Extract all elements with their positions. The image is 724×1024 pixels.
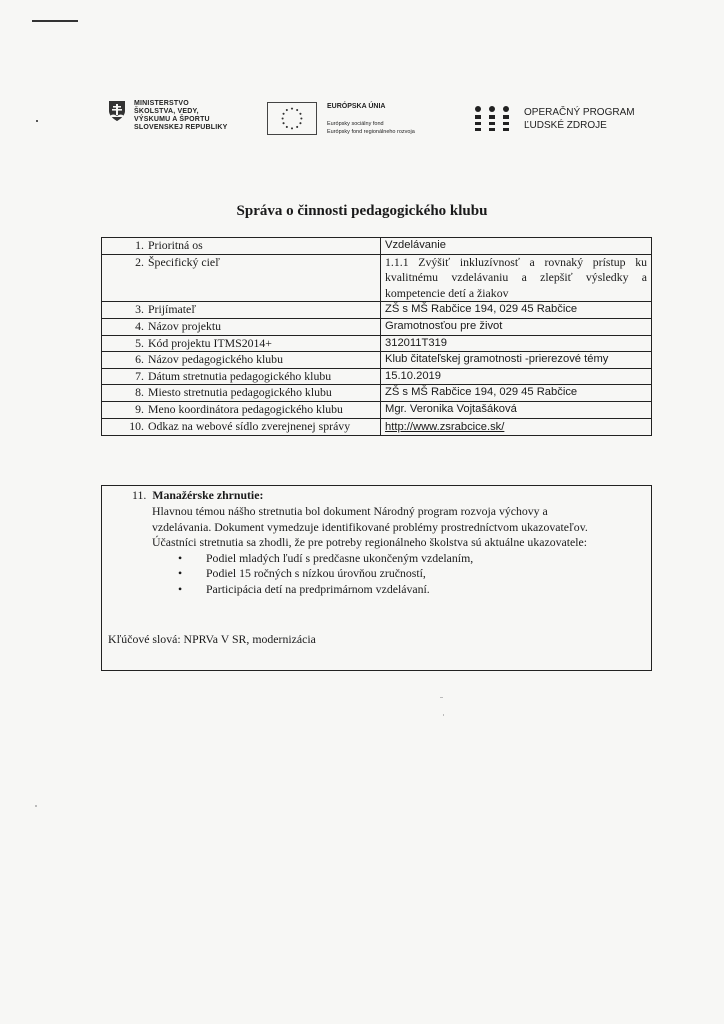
summary-intro: Hlavnou témou nášho stretnutia bol dokument Národný program rozvoja výchovy a vzdelávania. Dokument vymedzuje identifikované problémy prostredníctvom ukazovateľov. Účastníci stretnutia sa zhodli, že pre potreby regionálneho školstva sú aktuálne ukazovatele:: [152, 504, 588, 549]
row-label: Názov projektu: [148, 318, 222, 333]
table-row: [102, 385, 652, 402]
scan-mark: [32, 20, 78, 22]
row-label: Prijímateľ: [148, 302, 197, 317]
table-row: [102, 368, 652, 385]
row-value: Mgr. Veronika Vojtašáková: [381, 401, 652, 418]
row-label: Dátum stretnutia pedagogického klubu: [148, 368, 332, 383]
table-row: [102, 302, 652, 319]
row-label: Kód projektu ITMS2014+: [148, 335, 272, 350]
row-value: Klub čitateľskej gramotnosti -prierezové témy: [381, 352, 652, 369]
op-name: OPERAČNÝ PROGRAM ĽUDSKÉ ZDROJE: [524, 107, 635, 131]
row-label: Špecifický cieľ: [148, 254, 220, 269]
table-row: [102, 418, 652, 436]
scan-speck: [440, 697, 443, 698]
summary-title: Manažérske zhrnutie:: [152, 488, 264, 502]
row-value: ZŠ s MŠ Rabčice 194, 029 45 Rabčice: [381, 302, 652, 319]
row-number: 4.: [135, 318, 144, 333]
list-item: • Podiel mladých ľudí s predčasne ukončeným vzdelaním,: [196, 551, 592, 567]
summary-box: [101, 485, 652, 671]
eu-fund-social: Európsky sociálny fond: [327, 121, 384, 127]
summary-number: 11.: [132, 488, 147, 502]
scan-speck: [36, 120, 38, 122]
row-number: 10.: [129, 418, 144, 433]
scan-speck: [35, 805, 37, 807]
scan-speck: [443, 714, 444, 716]
row-label: Odkaz na webové sídlo zverejnenej správy: [148, 418, 351, 433]
website-link[interactable]: http://www.zsrabcice.sk/: [385, 420, 505, 433]
ministry-logo: [108, 100, 227, 132]
table-row: [102, 352, 652, 369]
row-number: 1.: [135, 238, 144, 252]
row-label: Prioritná os: [148, 238, 203, 252]
table-row: [102, 335, 652, 352]
row-number: 7.: [135, 368, 144, 383]
row-value: 312011T319: [381, 335, 652, 352]
eu-logo: [267, 102, 415, 136]
op-logo: [474, 105, 635, 133]
summary-heading: [132, 488, 263, 504]
row-number: 2.: [135, 254, 144, 269]
eu-title: EURÓPSKA ÚNIA: [327, 103, 386, 110]
row-number: 8.: [135, 385, 144, 400]
row-value: ZŠ s MŠ Rabčice 194, 029 45 Rabčice: [381, 385, 652, 402]
row-number: 5.: [135, 335, 144, 350]
row-number: 9.: [135, 401, 144, 416]
eu-flag-icon: [267, 102, 317, 135]
eu-text-block: [327, 102, 415, 136]
table-row: [102, 238, 652, 255]
row-value: Vzdelávanie: [381, 238, 652, 255]
row-label: Názov pedagogického klubu: [148, 352, 283, 367]
row-value: Gramotnosťou pre život: [381, 318, 652, 335]
document-title: Správa o činnosti pedagogického klubu: [236, 203, 488, 219]
table-row: [102, 254, 652, 302]
ministry-name: MINISTERSTVO ŠKOLSTVA, VEDY, VÝSKUMU A ŠPORTU SLOVENSKEJ REPUBLIKY: [134, 100, 228, 131]
list-item: • Participácia detí na predprimárnom vzdelávaní.: [196, 582, 592, 598]
slovak-crest-icon: [108, 100, 126, 122]
eu-fund-regional: Európsky fond regionálneho rozvoja: [327, 128, 415, 135]
table-row: [102, 401, 652, 418]
row-number: 3.: [135, 302, 144, 317]
row-value: 15.10.2019: [381, 368, 652, 385]
list-item: • Podiel 15 ročných s nízkou úrovňou zručností,: [196, 566, 592, 582]
op-dots-icon: [474, 105, 510, 133]
summary-body: [152, 504, 592, 597]
row-label: Miesto stretnutia pedagogického klubu: [148, 385, 332, 400]
row-number: 6.: [135, 352, 144, 367]
info-table: [101, 237, 652, 436]
row-label: Meno koordinátora pedagogického klubu: [148, 401, 343, 416]
indicator-list: [152, 551, 592, 598]
table-row: [102, 318, 652, 335]
keywords: Kľúčové slová: NPRVa V SR, modernizácia: [108, 632, 316, 646]
row-value: 1.1.1 Zvýšiť inkluzívnosť a rovnaký prístup ku kvalitnému vzdelávaniu a zlepšiť výsledky a kompetencie detí a žiakov: [381, 254, 652, 302]
